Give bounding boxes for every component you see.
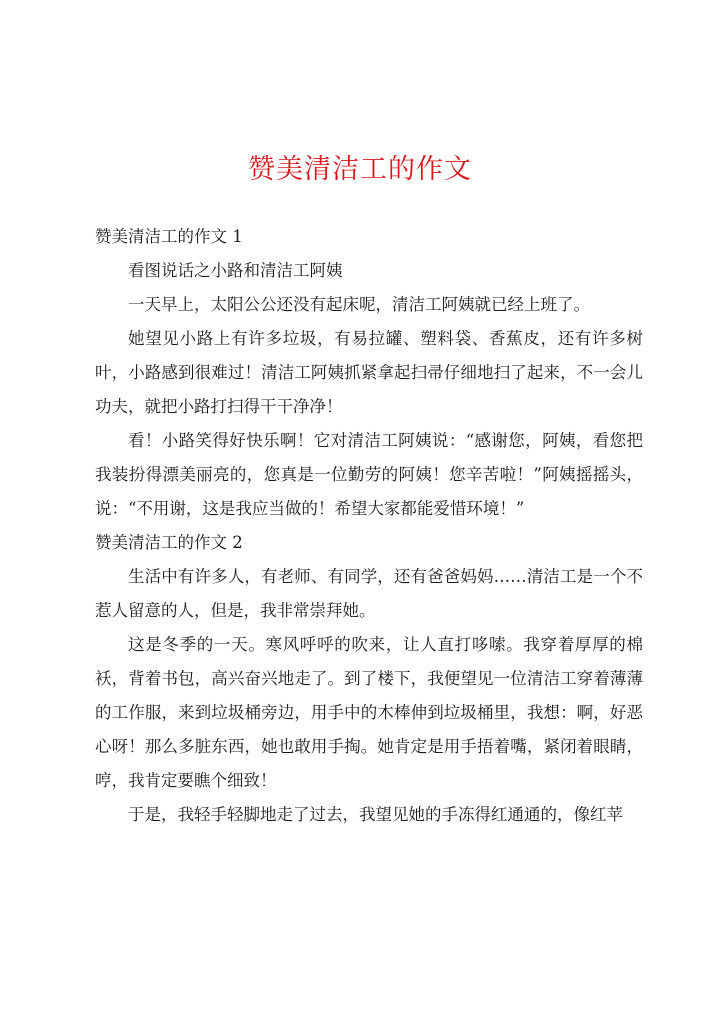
paragraph: 这是冬季的一天。寒风呼呼的吹来，让人直打哆嗦。我穿着厚厚的棉袄，背着书包，高兴奋兴地走了。到了楼下，我便望见一位清洁工穿着薄薄的工作服，来到垃圾桶旁边，用手中的木棒伸到垃圾桶里，我想：啊，好恶心呀！那么多脏东西，她也敢用手掏。她肯定是用手捂着嘴，紧闭着眼睛，哼，我肯定要瞧个细致！: [95, 635, 643, 790]
paragraph: 看！小路笑得好快乐啊！它对清洁工阿姨说：“感谢您，阿姨，看您把我装扮得漂美丽亮的，您真是一位勤劳的阿姨！您辛苦啦！”阿姨摇摇头，说：“不用谢，这是我应当做的！希望大家都能爱惜环境！”: [95, 431, 643, 518]
document-body: [95, 220, 643, 832]
paragraph: 看图说话之小路和清洁工阿姨: [128, 261, 343, 280]
paragraph: 一天早上，太阳公公还没有起床呢，清洁工阿姨就已经上班了。: [128, 295, 590, 314]
section-heading: 赞美清洁工的作文 2: [95, 533, 243, 552]
section-heading: 赞美清洁工的作文 1: [95, 227, 243, 246]
paragraph: 于是，我轻手轻脚地走了过去，我望见她的手冻得红通通的，像红苹: [128, 805, 623, 824]
paragraph: 生活中有许多人，有老师、有同学，还有爸爸妈妈……清洁工是一个不惹人留意的人，但是，我非常崇拜她。: [95, 567, 643, 620]
paragraph: 她望见小路上有许多垃圾，有易拉罐、塑料袋、香蕉皮，还有许多树叶，小路感到很难过！清洁工阿姨抓紧拿起扫帚仔细地扫了起来，不一会儿功夫，就把小路打扫得干干净净！: [95, 329, 643, 416]
document-title: 赞美清洁工的作文: [248, 154, 472, 185]
section-2: [95, 526, 643, 832]
section-1: [95, 220, 643, 526]
